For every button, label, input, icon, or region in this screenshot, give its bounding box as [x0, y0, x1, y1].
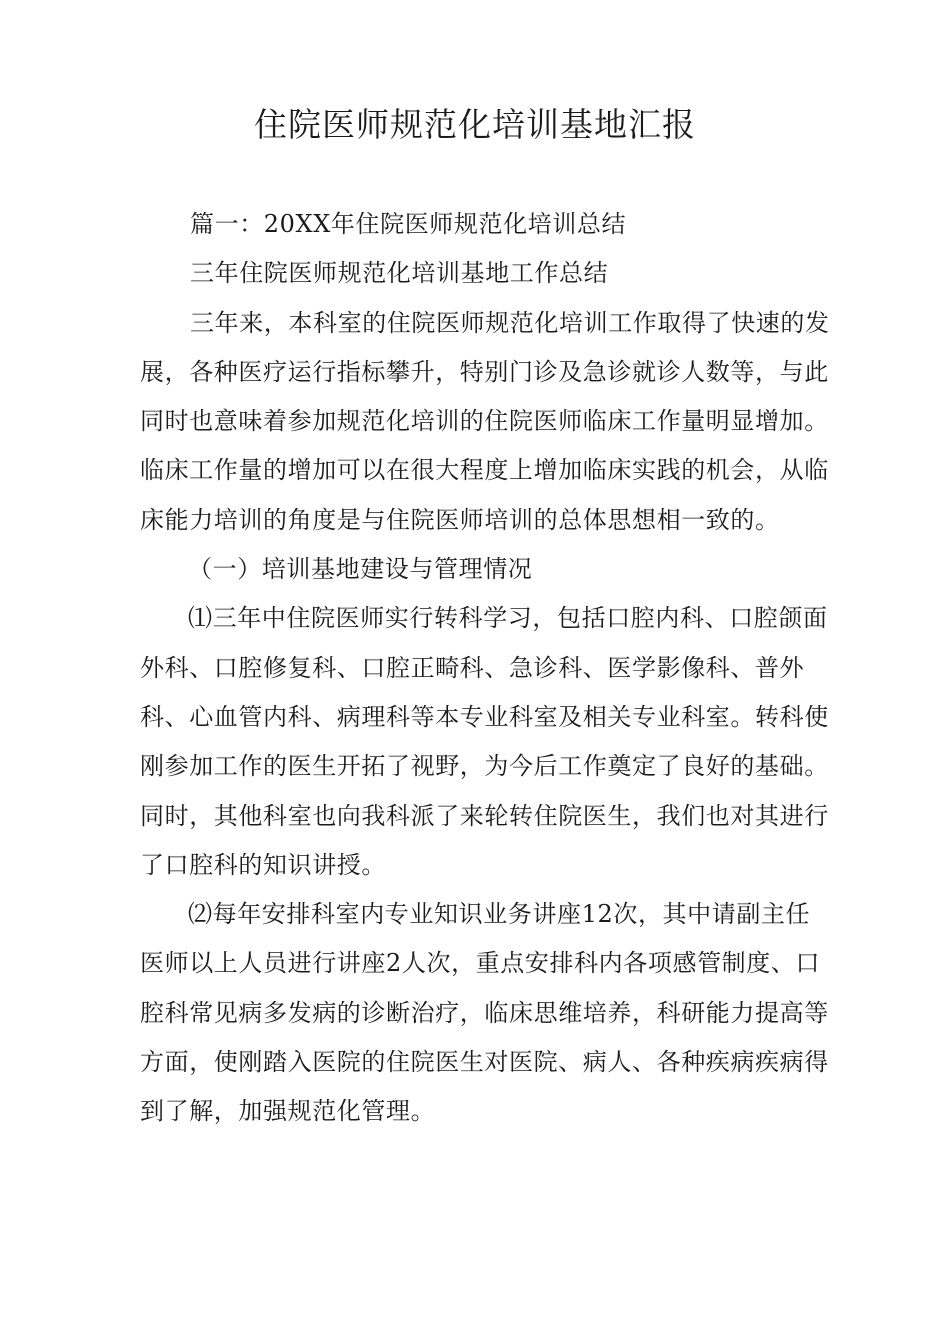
document-title: 住院医师规范化培训基地汇报	[254, 105, 696, 144]
paragraph-item-1: ⑴三年中住院医师实行转科学习，包括口腔内科、口腔颌面外科、口腔修复科、口腔正畸科、急诊科、医学影像科、普外科、心血管内科、病理科等本专业科室及相关专业科室。转科使刚参加工作的医生开拓了视野，为今后工作奠定了良好的基础。同时，其他科室也向我科派了来轮转住院医生，我们也对其进行了口腔科的知识讲授。	[140, 604, 829, 879]
document-body	[140, 200, 832, 1137]
paragraph-section-heading: （一）培训基地建设与管理情况	[188, 555, 533, 584]
paragraph-summary-title: 三年住院医师规范化培训基地工作总结	[190, 259, 609, 288]
paragraph-item-2: ⑵每年安排科室内专业知识业务讲座12次，其中请副主任医师以上人员进行讲座2人次，重点安排科内各项感管制度、口腔科常见病多发病的诊断治疗，临床思维培养，科研能力提高等方面，使刚踏入医院的住院医生对医院、病人、各种疾病疾病得到了解，加强规范化管理。	[140, 900, 829, 1126]
paragraph-intro: 三年来，本科室的住院医师规范化培训工作取得了快速的发展，各种医疗运行指标攀升，特别门诊及急诊就诊人数等，与此同时也意味着参加规范化培训的住院医师临床工作量明显增加。临床工作量的增加可以在很大程度上增加临床实践的机会，从临床能力培训的角度是与住院医师培训的总体思想相一致的。	[140, 308, 830, 534]
paragraph-article-heading: 篇一：20XX年住院医师规范化培训总结	[190, 210, 627, 238]
